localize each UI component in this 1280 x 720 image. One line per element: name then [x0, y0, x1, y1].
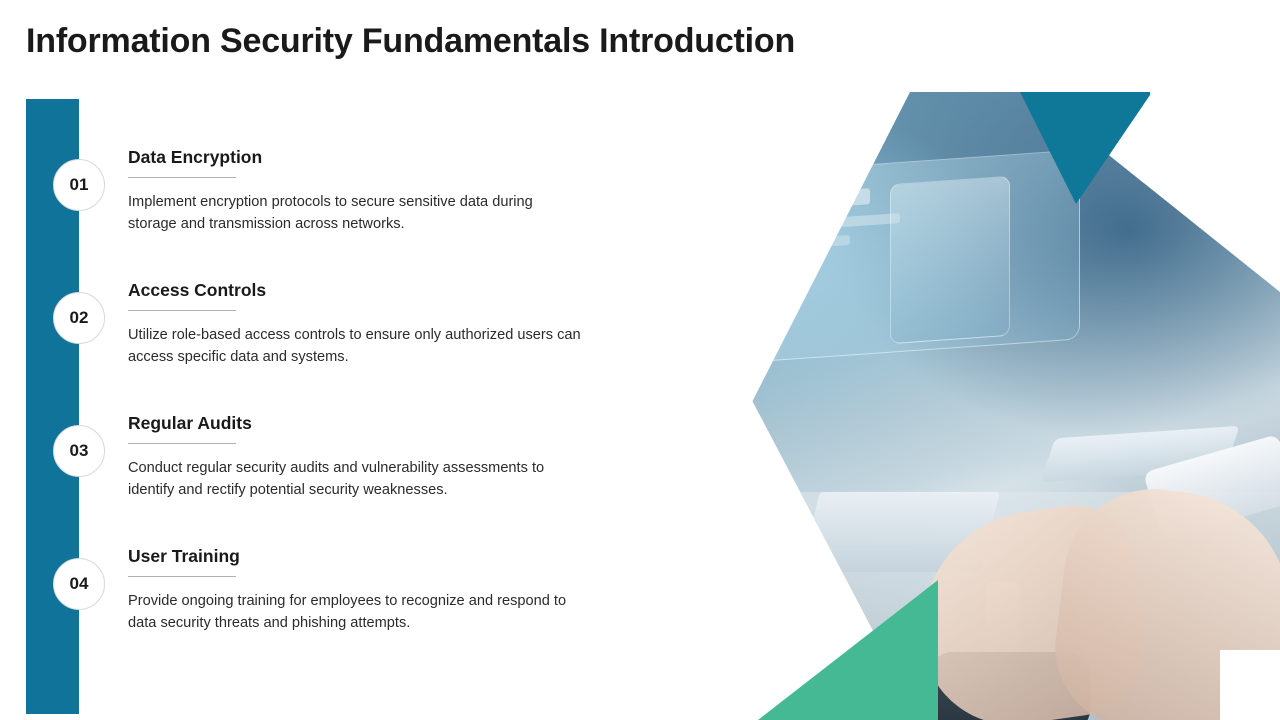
item-divider — [128, 443, 236, 444]
screen-card-shape — [890, 176, 1010, 344]
device-base-shape — [930, 652, 1090, 720]
item-heading: Regular Audits — [128, 413, 252, 433]
item-heading: Data Encryption — [128, 147, 263, 167]
item-body — [128, 280, 583, 368]
item-number-badge: 04 — [53, 558, 105, 610]
shirt-cuff-shape — [1143, 434, 1280, 540]
item-number-badge: 01 — [53, 159, 105, 211]
item-divider — [128, 310, 236, 311]
feature-list — [26, 99, 586, 714]
item-body — [128, 546, 583, 634]
hand-shape — [906, 498, 1153, 720]
security-token-shape — [986, 582, 1020, 682]
item-number-badge: 02 — [53, 292, 105, 344]
item-description: Utilize role-based access controls to ensure only authorized users can access specific data and systems. — [128, 327, 581, 366]
item-heading: Access Controls — [128, 280, 267, 300]
white-bottom-corner — [1220, 650, 1280, 720]
item-divider — [128, 576, 236, 577]
item-number-badge: 03 — [53, 425, 105, 477]
item-description: Provide ongoing training for employees to recognize and respond to data security threats and phishing attempts. — [128, 593, 567, 632]
item-description: Implement encryption protocols to secure sensitive data during storage and transmission across networks. — [128, 194, 533, 233]
keyboard-shape — [1040, 426, 1239, 482]
item-heading: User Training — [128, 546, 240, 566]
slide-artwork — [590, 92, 1280, 720]
green-accent-triangle — [758, 580, 938, 720]
item-divider — [128, 177, 236, 178]
page-title: Information Security Fundamentals Introduction — [26, 22, 796, 60]
item-body — [128, 147, 583, 235]
laptop-shape — [800, 492, 1000, 572]
item-body — [128, 413, 583, 501]
item-description: Conduct regular security audits and vulnerability assessments to identify and rectify potential security weaknesses. — [128, 460, 545, 499]
